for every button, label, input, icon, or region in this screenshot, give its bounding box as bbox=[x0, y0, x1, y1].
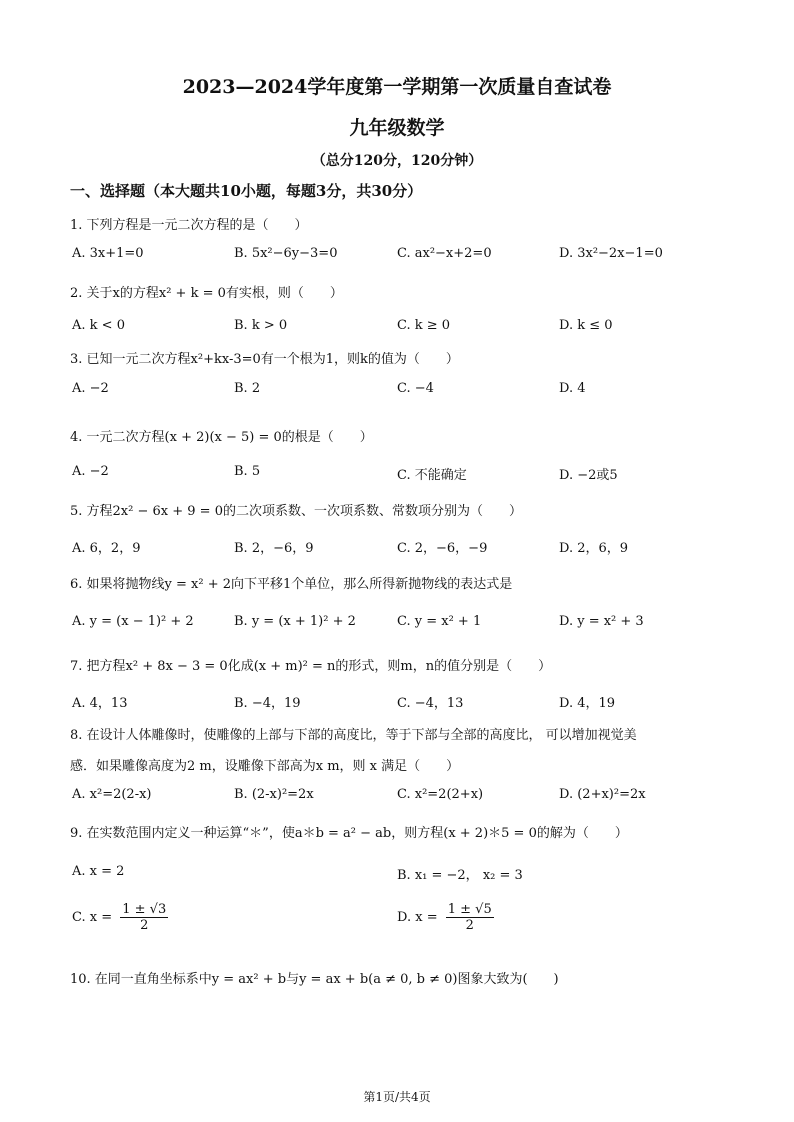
question-8-line2: 感．如果雕像高度为2 m，设雕像下部高为x m，则 x 满足（ ） bbox=[70, 759, 460, 774]
q9-option-c-prefix: C. x = bbox=[72, 910, 113, 925]
q5-option-a: A. 6，2，9 bbox=[72, 541, 141, 556]
q4-option-a: A. −2 bbox=[72, 464, 109, 479]
exam-subject: 九年级数学 bbox=[349, 117, 445, 139]
q9-option-c-denominator: 2 bbox=[140, 918, 149, 933]
q5-option-d: D. 2，6，9 bbox=[559, 541, 629, 556]
q1-option-d: D. 3x²−2x−1=0 bbox=[559, 246, 663, 261]
q6-option-c: C. y = x² + 1 bbox=[397, 614, 482, 629]
question-5: 5. 方程2x² − 6x + 9 = 0的二次项系数、一次项系数、常数项分别为（ ） bbox=[70, 504, 522, 519]
q3-option-d: D. 4 bbox=[559, 381, 586, 396]
question-9: 9. 在实数范围内定义一种运算“＊”，使a＊b = a² − ab，则方程(x + 2)＊5 = 0的解为（ ） bbox=[70, 826, 628, 841]
q9-option-b: B. x₁ = −2， x₂ = 3 bbox=[397, 868, 523, 883]
q3-option-b: B. 2 bbox=[234, 381, 261, 396]
q4-option-b: B. 5 bbox=[234, 464, 261, 479]
q9-option-c-fraction bbox=[120, 902, 168, 933]
q1-option-b: B. 5x²−6y−3=0 bbox=[234, 246, 338, 261]
q9-option-c-numerator: 1 ± √3 bbox=[122, 902, 167, 917]
q2-option-b: B. k > 0 bbox=[234, 318, 288, 333]
q7-option-b: B. −4，19 bbox=[234, 696, 301, 711]
q9-option-d-denominator: 2 bbox=[465, 918, 474, 933]
question-4: 4. 一元二次方程(x + 2)(x − 5) = 0的根是（ ） bbox=[70, 430, 373, 445]
q9-option-a: A. x = 2 bbox=[72, 864, 125, 879]
q6-option-b: B. y = (x + 1)² + 2 bbox=[234, 614, 356, 629]
q2-option-a: A. k < 0 bbox=[72, 318, 125, 333]
q2-option-d: D. k ≤ 0 bbox=[559, 318, 613, 333]
q1-option-c: C. ax²−x+2=0 bbox=[397, 246, 492, 261]
q8-option-a: A. x²=2(2-x) bbox=[72, 787, 152, 802]
section-title: 一、选择题（本大题共10小题，每题3分，共30分） bbox=[70, 182, 423, 200]
q9-option-d-fraction bbox=[446, 902, 494, 933]
question-8: 8. 在设计人体雕像时，使雕像的上部与下部的高度比，等于下部与全部的高度比， 可以增加视觉美 bbox=[70, 728, 637, 743]
q4-option-c: C. 不能确定 bbox=[397, 468, 467, 483]
q5-option-b: B. 2，−6，9 bbox=[234, 541, 314, 556]
q6-option-d: D. y = x² + 3 bbox=[559, 614, 644, 629]
q9-option-d-prefix: D. x = bbox=[397, 910, 438, 925]
q9-option-c bbox=[72, 902, 168, 933]
q9-option-d bbox=[397, 902, 494, 933]
exam-title: 2023—2024学年度第一学期第一次质量自查试卷 bbox=[182, 76, 612, 98]
question-7: 7. 把方程x² + 8x − 3 = 0化成(x + m)² = n的形式，则m，n的值分别是（ ） bbox=[70, 659, 552, 674]
q8-option-b: B. (2-x)²=2x bbox=[234, 787, 314, 802]
q8-option-c: C. x²=2(2+x) bbox=[397, 787, 484, 802]
q1-option-a: A. 3x+1=0 bbox=[72, 246, 144, 261]
question-3: 3. 已知一元二次方程x²+kx-3=0有一个根为1，则k的值为（ ） bbox=[70, 352, 459, 367]
q7-option-a: A. 4，13 bbox=[72, 696, 128, 711]
q7-option-d: D. 4，19 bbox=[559, 696, 616, 711]
q3-option-a: A. −2 bbox=[72, 381, 109, 396]
q8-option-d: D. (2+x)²=2x bbox=[559, 787, 646, 802]
q3-option-c: C. −4 bbox=[397, 381, 434, 396]
q6-option-a: A. y = (x − 1)² + 2 bbox=[72, 614, 194, 629]
exam-info: （总分120分，120分钟） bbox=[311, 153, 483, 169]
q4-option-d: D. −2或5 bbox=[559, 468, 618, 483]
q2-option-c: C. k ≥ 0 bbox=[397, 318, 451, 333]
page-number: 第1页/共4页 bbox=[363, 1090, 431, 1104]
question-1: 1. 下列方程是一元二次方程的是（ ） bbox=[70, 218, 308, 233]
question-10: 10. 在同一直角坐标系中y = ax² + b与y = ax + b(a ≠ 0, b ≠ 0)图象大致为( ) bbox=[70, 972, 559, 987]
q7-option-c: C. −4，13 bbox=[397, 696, 464, 711]
q5-option-c: C. 2，−6，−9 bbox=[397, 541, 488, 556]
q9-option-d-numerator: 1 ± √5 bbox=[447, 902, 492, 917]
question-6: 6. 如果将抛物线y = x² + 2向下平移1个单位，那么所得新抛物线的表达式是 bbox=[70, 577, 513, 592]
question-2: 2. 关于x的方程x² + k = 0有实根，则（ ） bbox=[70, 286, 343, 301]
